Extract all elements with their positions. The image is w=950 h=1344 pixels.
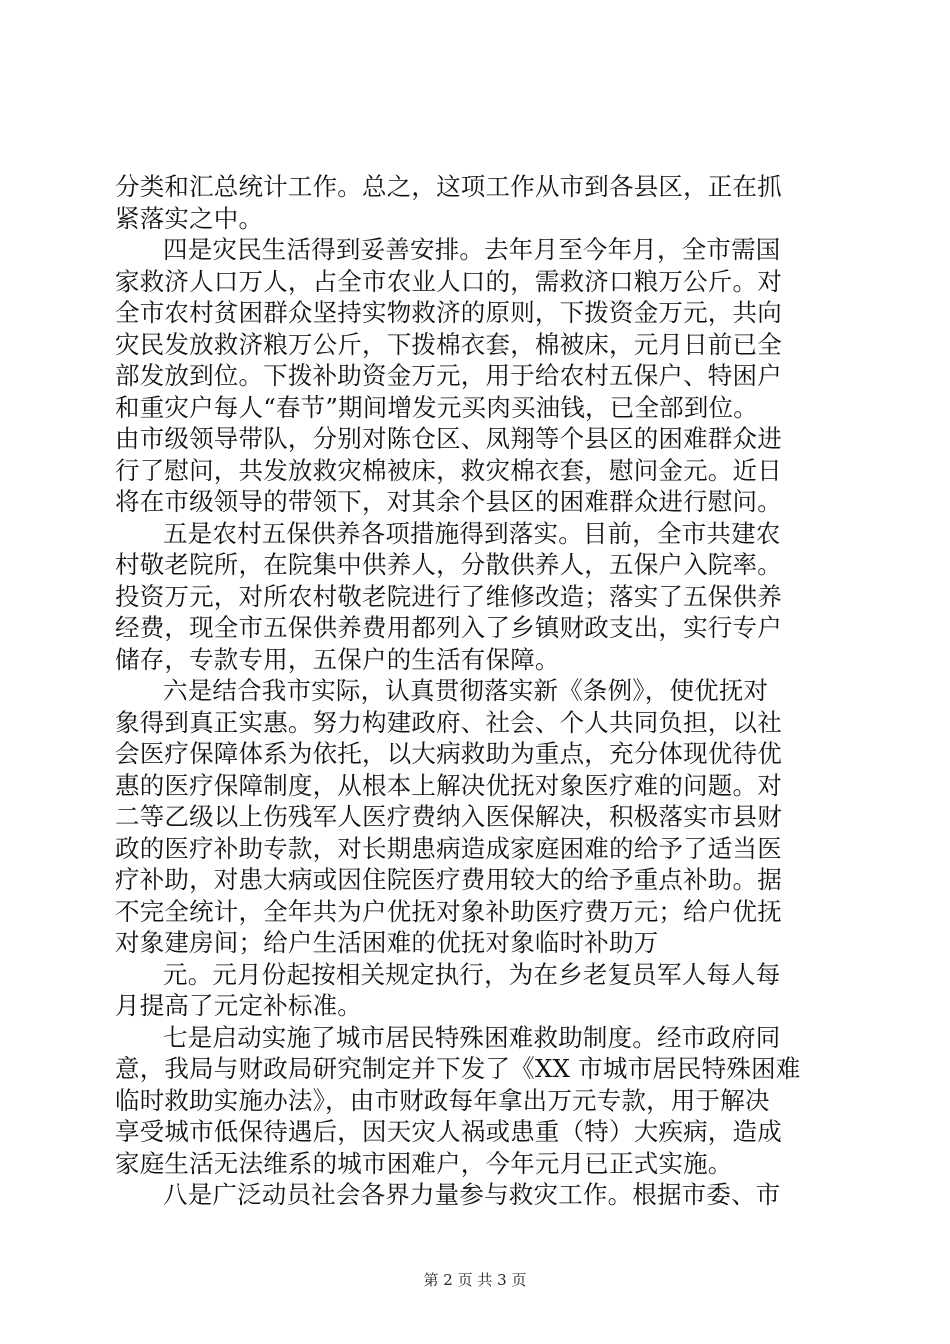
- text-line: 家救济人口万人，占全市农业人口的，需救济口粮万公斤。对: [115, 266, 782, 296]
- text-line: 家庭生活无法维系的城市困难户，今年元月已正式实施。: [115, 1148, 733, 1178]
- paragraph-start-line: 元。元月份起按相关规定执行，为在乡老复员军人每人每: [163, 959, 781, 989]
- paragraph-start-line: 七是启动实施了城市居民特殊困难救助制度。经市政府同: [163, 1022, 781, 1052]
- text-line: 月提高了元定补标准。: [115, 991, 362, 1020]
- text-line: 政的医疗补助专款，对长期患病造成家庭困难的给予了适当医: [115, 833, 782, 863]
- text-line: 临时救助实施办法》，由市财政每年拿出万元专款，用于解决: [115, 1085, 770, 1115]
- text-line: 对象建房间；给户生活困难的优抚对象临时补助万: [115, 928, 659, 957]
- text-line: 会医疗保障体系为依托，以大病救助为重点，充分体现优待优: [115, 739, 782, 768]
- text-line: 和重灾户每人“春节”期间增发元买肉买油钱，已全部到位。: [115, 392, 758, 422]
- text-line: 将在市级领导的带领下，对其余个县区的困难群众进行慰问。: [115, 487, 782, 516]
- text-line: 二等乙级以上伤残军人医疗费纳入医保解决，积极落实市县财: [115, 802, 782, 831]
- text-line: 紧落实之中。: [115, 203, 264, 233]
- paragraph-start-line: 四是灾民生活得到妥善安排。去年月至今年月，全市需国: [163, 235, 781, 264]
- paragraph-start-line: 五是农村五保供养各项措施得到落实。目前，全市共建农: [163, 518, 781, 548]
- text-line: 储存，专款专用，五保户的生活有保障。: [115, 644, 560, 674]
- text-line: 象得到真正实惠。努力构建政府、社会、个人共同负担，以社: [115, 707, 782, 737]
- text-line: 惠的医疗保障制度，从根本上解决优抚对象医疗难的问题。对: [115, 770, 782, 800]
- text-line: 由市级领导带队，分别对陈仓区、凤翔等个县区的困难群众进: [115, 424, 782, 453]
- text-line: 疗补助，对患大病或因住院医疗费用较大的给予重点补助。据: [115, 865, 782, 894]
- text-line: 经费，现全市五保供养费用都列入了乡镇财政支出，实行专户: [115, 613, 782, 642]
- page-number-footer: 第 2 页 共 3 页: [423, 1271, 527, 1289]
- text-line: 部发放到位。下拨补助资金万元，用于给农村五保户、特困户: [115, 361, 782, 390]
- text-line: 意，我局与财政局研究制定并下发了《XX 市城市居民特殊困难: [115, 1054, 801, 1083]
- text-line: 分类和汇总统计工作。总之，这项工作从市到各县区，正在抓: [115, 172, 782, 201]
- text-line: 行了慰问，共发放救灾棉被床，救灾棉衣套，慰问金元。近日: [115, 455, 782, 485]
- text-line: 不完全统计，全年共为户优抚对象补助医疗费万元；给户优抚: [115, 896, 782, 926]
- text-line: 村敬老院所，在院集中供养人，分散供养人，五保户入院率。: [115, 550, 782, 579]
- paragraph-start-line: 八是广泛动员社会各界力量参与救灾工作。根据市委、市: [163, 1180, 781, 1209]
- text-line: 灾民发放救济粮万公斤，下拨棉衣套，棉被床，元月日前已全: [115, 329, 782, 359]
- text-line: 享受城市低保待遇后，因天灾人祸或患重（特）大疾病，造成: [115, 1117, 782, 1146]
- text-line: 全市农村贫困群众坚持实物救济的原则，下拨资金万元，共向: [115, 298, 782, 327]
- paragraph-start-line: 六是结合我市实际，认真贯彻落实新《条例》，使优抚对: [163, 676, 769, 705]
- text-line: 投资万元，对所农村敬老院进行了维修改造；落实了五保供养: [115, 581, 782, 611]
